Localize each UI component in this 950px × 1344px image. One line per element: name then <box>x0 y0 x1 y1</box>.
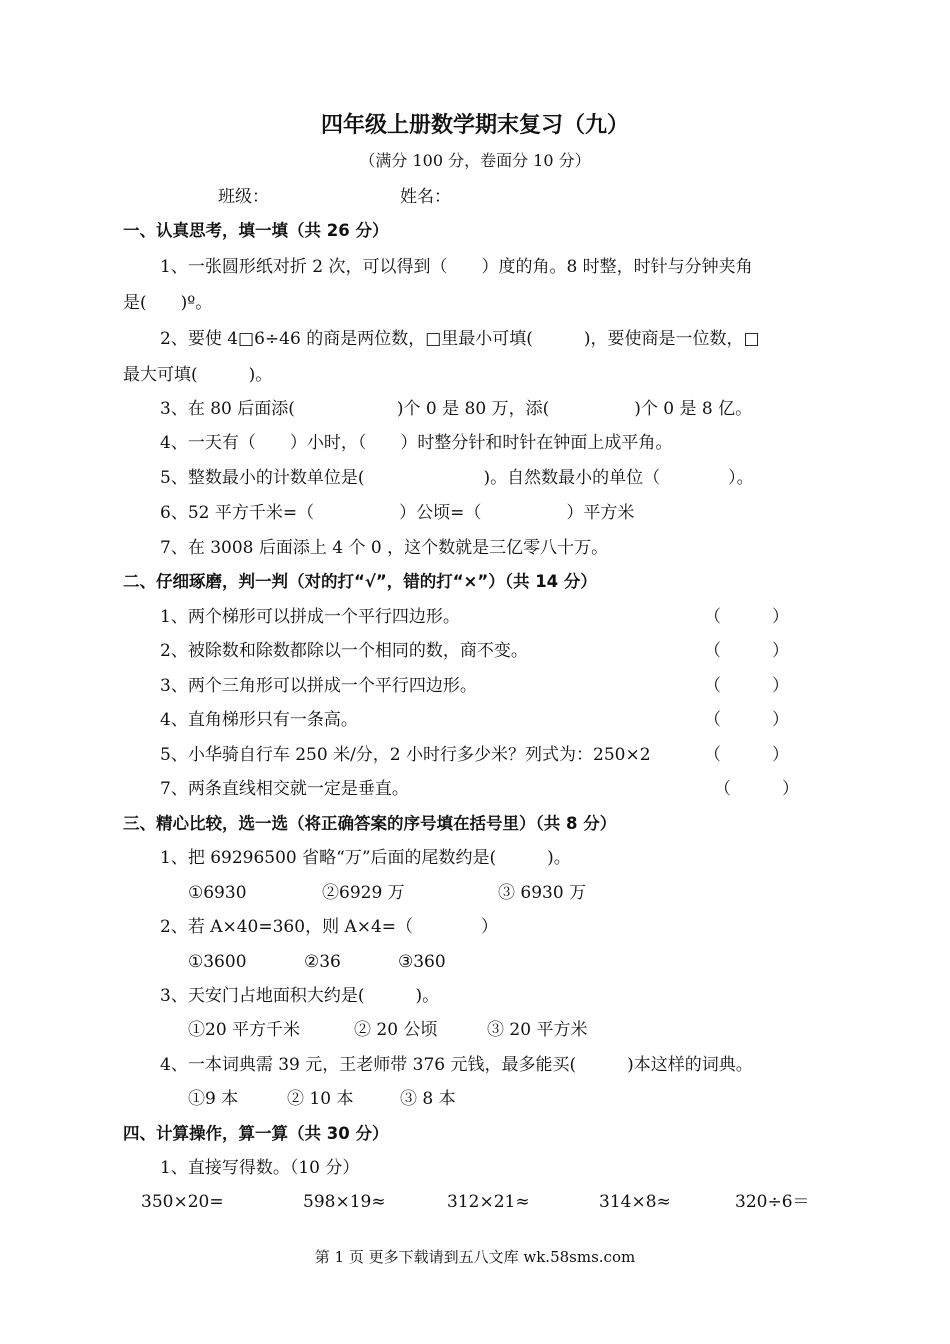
s2-answer-blank-3[interactable]: （ ） <box>704 676 789 696</box>
s1-q6: 6、52 平方千米=（ ）公顷=（ ）平方米 <box>160 503 635 523</box>
s1-q5: 5、整数最小的计数单位是( )。自然数最小的单位（ ）。 <box>160 468 754 488</box>
s3-q1-option-2[interactable]: ②6929 万 <box>322 883 405 903</box>
page-footer: 第 1 页 更多下载请到五八文库 wk.58sms.com <box>314 1248 636 1266</box>
section3-heading: 三、精心比较，选一选（将正确答案的序号填在括号里）（共 8 分） <box>123 814 617 833</box>
s2-answer-blank-1[interactable]: （ ） <box>704 607 789 627</box>
section1-heading: 一、认真思考，填一填（共 26 分） <box>123 221 389 240</box>
s3-q4-option-1[interactable]: ①9 本 <box>188 1089 239 1109</box>
s1-q3: 3、在 80 后面添( )个 0 是 80 万，添( )个 0 是 8 亿。 <box>160 399 753 419</box>
section4-heading: 四、计算操作，算一算（共 30 分） <box>123 1124 389 1143</box>
s3-q3-option-1[interactable]: ①20 平方千米 <box>188 1020 301 1040</box>
s4-calc-1: 350×20= <box>141 1192 224 1212</box>
s4-calc-2: 598×19≈ <box>303 1192 386 1212</box>
s2-answer-blank-7[interactable]: （ ） <box>714 779 799 799</box>
s2-item-5: 5、小华骑自行车 250 米/分，2 小时行多少米？列式为：250×2 <box>160 745 651 765</box>
s3-q4: 4、一本词典需 39 元，王老师带 376 元钱，最多能买( )本这样的词典。 <box>160 1055 753 1075</box>
s3-q2-option-1[interactable]: ①3600 <box>188 952 247 972</box>
s2-item-1: 1、两个梯形可以拼成一个平行四边形。 <box>160 607 460 627</box>
s2-answer-blank-5[interactable]: （ ） <box>704 745 789 765</box>
name-label: 姓名： <box>400 187 451 207</box>
s4-calc-5: 320÷6＝ <box>735 1192 810 1212</box>
s4-q1: 1、直接写得数。（10 分） <box>160 1158 360 1178</box>
s1-q1-line2: 是( )º。 <box>123 293 213 313</box>
s3-q3-option-3[interactable]: ③ 20 平方米 <box>487 1020 588 1040</box>
s1-q4: 4、一天有（ ）小时，（ ）时整分针和时针在钟面上成平角。 <box>160 433 673 453</box>
s2-item-4: 4、直角梯形只有一条高。 <box>160 710 358 730</box>
s3-q2-option-3[interactable]: ③360 <box>398 952 446 972</box>
s1-q7: 7、在 3008 后面添上 4 个 0 ，这个数就是三亿零八十万。 <box>160 538 609 558</box>
s1-q1-line1: 1、一张圆形纸对折 2 次，可以得到（ ）度的角。8 时整，时针与分钟夹角 <box>160 257 753 277</box>
s3-q1-option-1[interactable]: ①6930 <box>188 883 247 903</box>
s3-q2-option-2[interactable]: ②36 <box>304 952 341 972</box>
s1-q2-line1: 2、要使 4□6÷46 的商是两位数，□里最小可填( )，要使商是一位数，□ <box>160 329 760 349</box>
s2-answer-blank-2[interactable]: （ ） <box>704 641 789 661</box>
s4-calc-4: 314×8≈ <box>599 1192 671 1212</box>
s3-q2: 2、若 A×40=360，则 A×4=（ ） <box>160 917 499 937</box>
s3-q1-option-3[interactable]: ③ 6930 万 <box>498 883 587 903</box>
s4-calc-3: 312×21≈ <box>447 1192 530 1212</box>
s2-answer-blank-4[interactable]: （ ） <box>704 710 789 730</box>
s2-item-2: 2、被除数和除数都除以一个相同的数，商不变。 <box>160 641 528 661</box>
s2-item-3: 3、两个三角形可以拼成一个平行四边形。 <box>160 676 477 696</box>
s3-q1: 1、把 69296500 省略“万”后面的尾数约是( )。 <box>160 848 571 868</box>
page-title: 四年级上册数学期末复习（九） <box>320 112 629 138</box>
class-label: 班级： <box>218 187 269 207</box>
s1-q2-line2: 最大可填( )。 <box>123 365 273 385</box>
section2-heading: 二、仔细琢磨，判一判（对的打“√”，错的打“×”）（共 14 分） <box>123 572 597 591</box>
s3-q3-option-2[interactable]: ② 20 公顷 <box>354 1020 438 1040</box>
s3-q4-option-2[interactable]: ② 10 本 <box>287 1089 354 1109</box>
page-subtitle: （满分 100 分，卷面分 10 分） <box>359 151 591 170</box>
s3-q4-option-3[interactable]: ③ 8 本 <box>400 1089 456 1109</box>
s3-q3: 3、天安门占地面积大约是( )。 <box>160 986 440 1006</box>
s2-item-7: 7、两条直线相交就一定是垂直。 <box>160 779 409 799</box>
